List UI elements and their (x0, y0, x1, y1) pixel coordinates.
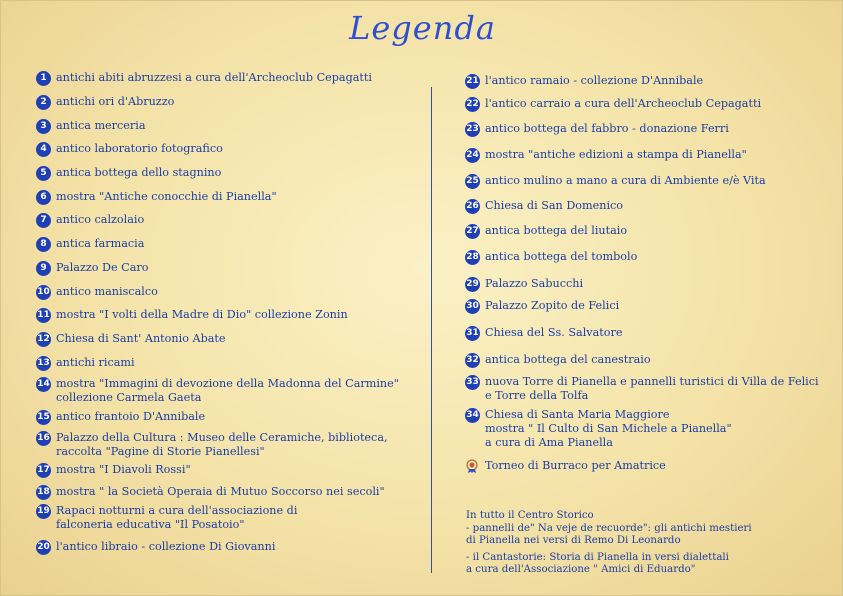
item-text: falconeria educativa "Il Posatoio" (56, 518, 245, 531)
legend-item (466, 174, 766, 188)
item-text: nuova Torre di Pianella e pannelli turistici di Villa de Felici (485, 375, 819, 388)
item-text: Chiesa di Sant' Antonio Abate (56, 332, 226, 345)
item-number-badge: 5 (36, 166, 51, 181)
item-text: Rapaci notturni a cura dell'associazione di (56, 504, 298, 517)
legend-item (466, 250, 638, 264)
legend-item (37, 285, 158, 299)
item-number-badge: 10 (36, 285, 51, 300)
item-text: mostra " la Società Operaia di Mutuo Soccorso nei secoli" (56, 485, 385, 498)
item-number-badge: 13 (36, 356, 51, 371)
item-number-badge: 16 (36, 431, 51, 446)
item-number-badge: 11 (36, 308, 51, 323)
item-text: antico bottega del fabbro - donazione Ferri (485, 122, 729, 135)
item-number-badge: 27 (465, 224, 480, 239)
column-divider (431, 87, 432, 573)
item-number-badge: 3 (36, 119, 51, 134)
legend-item (466, 353, 651, 367)
item-text: antica bottega del canestraio (485, 353, 651, 366)
item-text: antico maniscalco (56, 285, 158, 298)
item-text: raccolta "Pagine di Storie Pianellesi" (56, 445, 265, 458)
legend-item (466, 74, 704, 88)
item-text: antico frantoio D'Annibale (56, 410, 206, 423)
legend-item (37, 540, 276, 554)
notes-line: a cura dell'Associazione " Amici di Eduardo" (466, 564, 696, 576)
item-text: antichi ori d'Abruzzo (56, 95, 175, 108)
item-text: mostra " Il Culto di San Michele a Pianella" (485, 422, 732, 435)
legend-item (40, 261, 149, 275)
item-text: antichi abiti abruzzesi a cura dell'Archeoclub Cepagatti (56, 71, 372, 84)
legend-item (40, 213, 145, 227)
legend-item (466, 199, 624, 213)
item-number-badge: 21 (465, 74, 480, 89)
item-text: mostra "Immagini di devozione della Madonna del Carmine" (56, 377, 399, 390)
item-number-badge: 20 (36, 540, 51, 555)
item-number-badge: 1 (36, 71, 51, 86)
item-number-badge: 30 (465, 299, 480, 314)
notes-line: - il Cantastorie: Storia di Pianella in versi dialettali (466, 551, 729, 563)
legend-item (40, 190, 277, 204)
item-text: collezione Carmela Gaeta (56, 391, 202, 404)
item-number-badge: 8 (36, 237, 51, 252)
legend-item (466, 97, 762, 111)
item-number-badge: 32 (465, 353, 480, 368)
legend-item (37, 308, 348, 322)
item-text: l'antico carraio a cura dell'Archeoclub Cepagatti (485, 97, 762, 110)
notes-block (466, 510, 752, 577)
legend-item (40, 166, 222, 180)
legend-item (40, 237, 145, 251)
item-text: antica bottega dello stagnino (56, 166, 222, 179)
item-text: antica bottega del liutaio (485, 224, 628, 237)
item-number-badge: 26 (465, 199, 480, 214)
item-text: Chiesa di San Domenico (485, 199, 624, 212)
legend-item (466, 299, 620, 313)
legend-item (37, 356, 135, 370)
legend-item (466, 408, 732, 450)
legend-item (466, 148, 747, 162)
item-number-badge: 24 (465, 148, 480, 163)
legend-item (40, 71, 372, 85)
item-number-badge: 22 (465, 97, 480, 112)
item-text: Chiesa di Santa Maria Maggiore (485, 408, 670, 421)
item-text: Palazzo De Caro (56, 261, 149, 274)
item-text: mostra "antiche edizioni a stampa di Pianella" (485, 148, 747, 161)
item-text: Chiesa del Ss. Salvatore (485, 326, 623, 339)
page-title: Legenda (349, 9, 496, 47)
item-number-badge: 9 (36, 261, 51, 276)
item-text: mostra "Antiche conocchie di Pianella" (56, 190, 277, 203)
legend-item (40, 119, 146, 133)
legend-item (37, 485, 385, 499)
item-number-badge: 29 (465, 277, 480, 292)
award-icon (465, 459, 479, 474)
item-number-badge: 17 (36, 463, 51, 478)
item-number-badge: 28 (465, 250, 480, 265)
legend-item (37, 504, 298, 532)
legend-item (37, 332, 226, 346)
legend-item (37, 431, 388, 459)
item-number-badge: 14 (36, 377, 51, 392)
item-text: antico mulino a mano a cura di Ambiente e/è Vita (485, 174, 766, 187)
item-number-badge: 6 (36, 190, 51, 205)
item-number-badge: 12 (36, 332, 51, 347)
legend-item (37, 463, 191, 477)
notes-line: di Pianella nei versi di Remo Di Leonardo (466, 535, 681, 547)
legend-item (37, 377, 399, 405)
legend-item (485, 459, 666, 473)
legend-item (466, 375, 819, 403)
item-number-badge: 15 (36, 410, 51, 425)
item-number-badge: 2 (36, 95, 51, 110)
item-text: Palazzo Zopito de Felici (485, 299, 620, 312)
item-text: mostra "I Diavoli Rossi" (56, 463, 191, 476)
legend-item (466, 277, 584, 291)
item-text: Palazzo della Cultura : Museo delle Ceramiche, biblioteca, (56, 431, 388, 444)
item-text: Palazzo Sabucchi (485, 277, 584, 290)
item-text: Torneo di Burraco per Amatrice (485, 459, 666, 472)
legend-item (466, 326, 623, 340)
item-text: e Torre della Tolfa (485, 389, 589, 402)
legend-item (40, 95, 175, 109)
item-text: antica merceria (56, 119, 146, 132)
item-number-badge: 18 (36, 485, 51, 500)
item-text: antica bottega del tombolo (485, 250, 638, 263)
legend-item (466, 224, 628, 238)
legend-item (466, 122, 729, 136)
item-number-badge: 34 (465, 408, 480, 423)
item-number-badge: 19 (36, 504, 51, 519)
item-text: a cura di Ama Pianella (485, 436, 613, 449)
item-number-badge: 33 (465, 375, 480, 390)
notes-heading: In tutto il Centro Storico (466, 510, 594, 521)
item-number-badge: 25 (465, 174, 480, 189)
item-text: mostra "I volti della Madre di Dio" collezione Zonin (56, 308, 348, 321)
item-text: l'antico ramaio - collezione D'Annibale (485, 74, 704, 87)
item-number-badge: 7 (36, 213, 51, 228)
item-text: antichi ricami (56, 356, 135, 369)
legend-item (40, 142, 223, 156)
item-number-badge: 31 (465, 326, 480, 341)
item-number-badge: 23 (465, 122, 480, 137)
item-text: antica farmacia (56, 237, 145, 250)
notes-line: - pannelli de" Na veje de recuorde": gli antichi mestieri (466, 522, 752, 534)
legend-item (37, 410, 206, 424)
item-text: l'antico libraio - collezione Di Giovanni (56, 540, 276, 553)
item-text: antico calzolaio (56, 213, 145, 226)
item-text: antico laboratorio fotografico (56, 142, 223, 155)
item-number-badge: 4 (36, 142, 51, 157)
